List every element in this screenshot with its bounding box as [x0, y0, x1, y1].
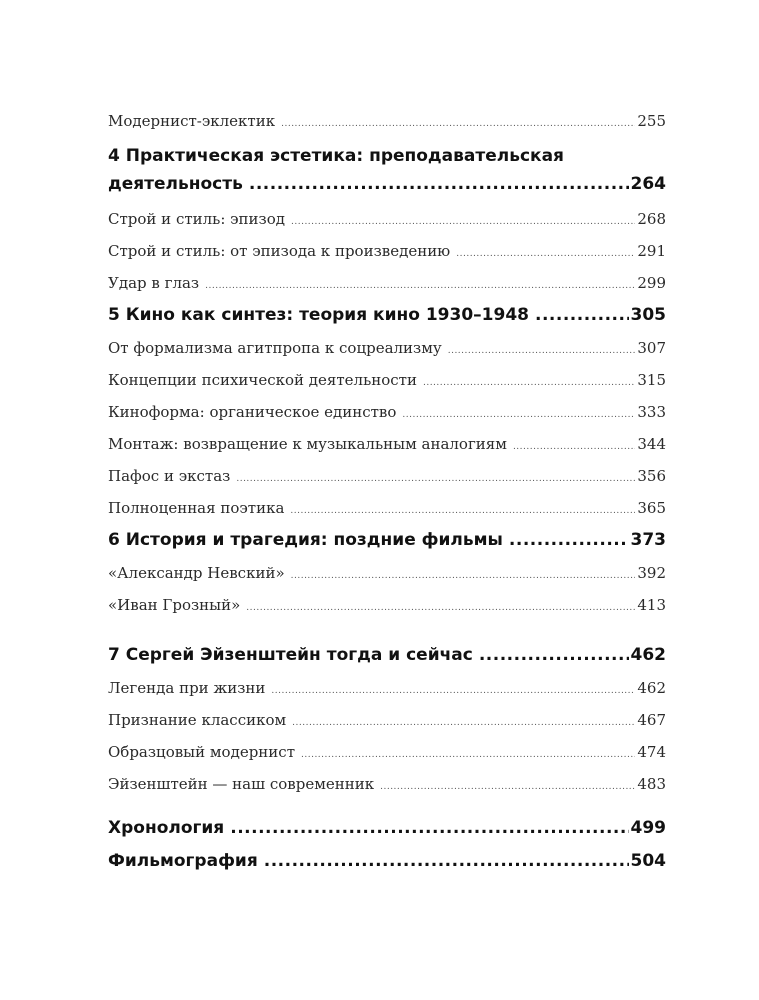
dot-leader: [291, 206, 635, 238]
toc-entry-title: Строй и стиль: эпизод: [108, 210, 285, 228]
toc-entry-title: Киноформа: органическое единство: [108, 403, 397, 421]
toc-chapter-title-line2: деятельность: [108, 174, 243, 194]
toc-chapter-page: 373: [630, 530, 666, 550]
dot-leader: [291, 560, 636, 592]
dot-leader: [509, 524, 629, 557]
toc-entry-page: 315: [637, 371, 666, 389]
toc-entry-pafos: [108, 460, 666, 492]
toc-entry-page: 413: [637, 596, 666, 614]
dot-leader: [479, 639, 629, 672]
table-of-contents: [108, 105, 666, 878]
dot-leader: [290, 495, 635, 527]
dot-leader: [513, 431, 635, 463]
toc-entry-nevsky: [108, 557, 666, 589]
dot-leader: [246, 592, 635, 624]
dot-leader: [402, 399, 635, 431]
dot-leader: [236, 463, 635, 495]
dot-leader: [448, 335, 636, 367]
toc-entry-obraztsovy: [108, 736, 666, 768]
toc-entry-legenda: [108, 672, 666, 704]
toc-entry-priznanie: [108, 704, 666, 736]
toc-chapter-title: Хронология: [108, 818, 225, 838]
toc-entry-page: 392: [637, 564, 666, 582]
toc-entry-title: Признание классиком: [108, 711, 287, 729]
toc-entry-kinoforma: [108, 396, 666, 428]
toc-entry-page: 365: [637, 499, 666, 517]
dot-leader: [249, 170, 629, 198]
toc-entry-montazh: [108, 428, 666, 460]
toc-chapter-page: 264: [630, 174, 666, 194]
toc-entry-title: Удар в глаз: [108, 274, 200, 292]
toc-entry-ot-formalizma: [108, 332, 666, 364]
toc-entry-page: 255: [637, 112, 666, 130]
toc-chapter-title: Фильмография: [108, 851, 258, 871]
toc-entry-title: От формализма агитпропа к соцреализму: [108, 339, 442, 357]
toc-entry-title: Монтаж: возвращение к музыкальным аналогиям: [108, 435, 507, 453]
toc-chapter-page: 504: [630, 851, 666, 871]
toc-entry-page: 291: [637, 242, 666, 260]
toc-entry-page: 299: [637, 274, 666, 292]
toc-chapter-page: 305: [630, 305, 666, 325]
toc-entry-title: Строй и стиль: от эпизода к произведению: [108, 242, 451, 260]
dot-leader: [271, 675, 635, 707]
dot-leader: [292, 707, 635, 739]
toc-entry-page: 344: [637, 435, 666, 453]
toc-chapter-title-line1: 4 Практическая эстетика: преподавательская: [108, 146, 564, 166]
toc-entry-page: 474: [637, 743, 666, 761]
dot-leader: [230, 812, 628, 845]
toc-entry-title: Модернист-эклектик: [108, 112, 276, 130]
toc-chapter-khronologiya: [108, 812, 666, 845]
toc-entry-title: «Иван Грозный»: [108, 596, 241, 614]
toc-entry-title: Образцовый модернист: [108, 743, 295, 761]
dot-leader: [456, 238, 635, 270]
toc-entry-grozny: [108, 589, 666, 621]
dot-leader: [281, 108, 635, 140]
dot-leader: [205, 270, 635, 302]
toc-entry-modernist-eclectic: [108, 105, 666, 137]
dot-leader: [301, 739, 635, 771]
toc-entry-page: 268: [637, 210, 666, 228]
toc-entry-kontseptsii: [108, 364, 666, 396]
toc-entry-page: 462: [637, 679, 666, 697]
toc-chapter-page: 499: [630, 818, 666, 838]
toc-chapter-filmografiya: [108, 845, 666, 878]
toc-chapter-4: [108, 143, 666, 198]
dot-leader: [380, 771, 635, 803]
toc-entry-stroy-stil-epizod: [108, 203, 666, 235]
toc-chapter-5: [108, 299, 666, 332]
toc-chapter-6: [108, 524, 666, 557]
toc-entry-title: Легенда при жизни: [108, 679, 266, 697]
toc-entry-page: 356: [637, 467, 666, 485]
toc-chapter-title: 7 Сергей Эйзенштейн тогда и сейчас: [108, 645, 473, 665]
toc-entry-title: Пафос и экстаз: [108, 467, 231, 485]
toc-entry-udar-v-glaz: [108, 267, 666, 299]
toc-chapter-7: [108, 639, 666, 672]
dot-leader: [423, 367, 635, 399]
toc-entry-title: Концепции психической деятельности: [108, 371, 417, 389]
toc-entry-page: 333: [637, 403, 666, 421]
toc-chapter-page: 462: [630, 645, 666, 665]
toc-chapter-title: 5 Кино как синтез: теория кино 1930–1948: [108, 305, 529, 325]
toc-entry-page: 483: [637, 775, 666, 793]
toc-entry-title: Полноценная поэтика: [108, 499, 285, 517]
toc-entry-title: «Александр Невский»: [108, 564, 285, 582]
toc-entry-page: 467: [637, 711, 666, 729]
toc-entry-poetika: [108, 492, 666, 524]
toc-entry-stroy-stil-proizvedeniyu: [108, 235, 666, 267]
toc-chapter-title: 6 История и трагедия: поздние фильмы: [108, 530, 503, 550]
toc-entry-page: 307: [637, 339, 666, 357]
toc-entry-title: Эйзенштейн — наш современник: [108, 775, 375, 793]
toc-entry-sovremennik: [108, 768, 666, 800]
dot-leader: [264, 845, 629, 878]
dot-leader: [535, 299, 629, 332]
